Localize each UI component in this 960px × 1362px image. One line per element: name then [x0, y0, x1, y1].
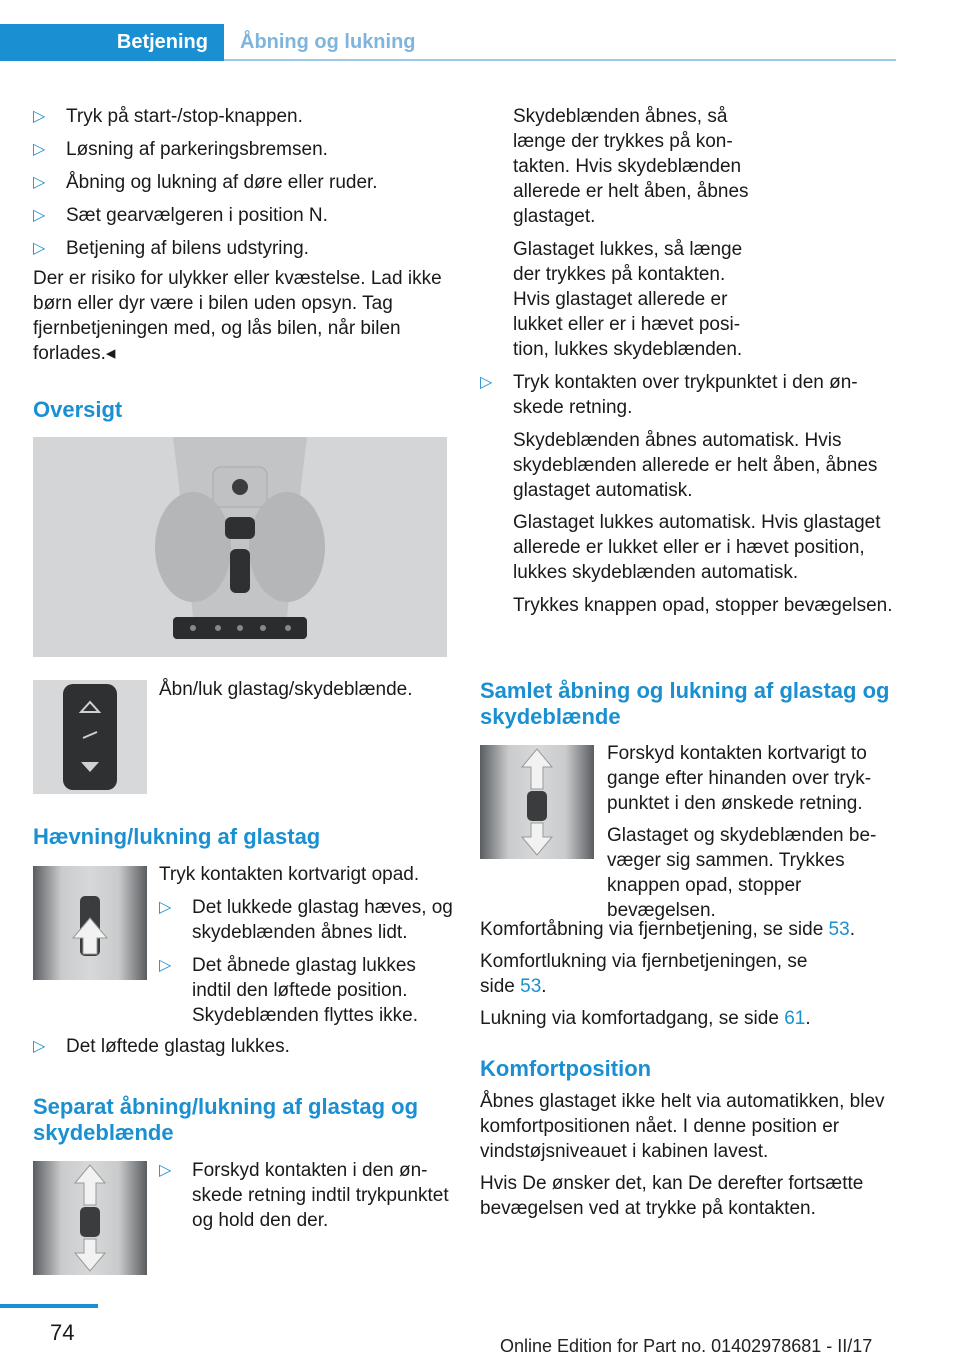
- list-item: ▷ Det åbnede glastag lukkes indtil den løftede position. Skydeblænden flyttes ikke.: [159, 955, 419, 1026]
- separat-photo: [33, 1161, 147, 1275]
- list-item: ▷ Åbning og lukning af døre eller ruder.: [33, 172, 378, 193]
- list-item: ▷ Tryk på start-/stop-knappen.: [33, 106, 303, 127]
- right-paragraph-1: Skydeblænden åbnes, så længe der trykkes på kontakten. Hvis skydeblænden allerede er helt åben, åbnes glastaget.: [513, 106, 749, 227]
- heading-komfortposition: Komfortposition: [480, 1056, 652, 1081]
- page-link[interactable]: 53: [828, 919, 850, 940]
- triangle-bullet-icon: ▷: [33, 207, 46, 224]
- right-paragraph-3: Skydeblænden åbnes automatisk. Hvis skydeblænden allerede er helt åben, åbnes glastaget automatisk.: [513, 430, 878, 501]
- roof-console-illustration: [33, 437, 447, 657]
- list-item: ▷ Forskyd kontakten i den ønskede retning indtil trykpunktet og hold den der.: [159, 1160, 449, 1231]
- warning-text: Der er risiko for ulykker eller kvæstelse. Lad ikke børn eller dyr være i bilen uden opsyn. Tag fjernbetjeningen med, og lås bilen, når bilen forlades.◂: [33, 268, 442, 364]
- triangle-bullet-icon: ▷: [33, 141, 46, 158]
- samlet-paragraph-2a: Glastaget og skydeblænden bevæger sig sammen. Trykkes knappen opad, stopper bevægelsen.: [607, 825, 877, 921]
- komfort-line-1: Komfortåbning via fjernbetjening, se side 53.: [480, 919, 855, 940]
- list-item: ▷ Det lukkede glastag hæves, og skydeblænden åbnes lidt.: [159, 897, 453, 943]
- page-number: 74: [50, 1320, 75, 1345]
- left-bullets-1: [33, 104, 453, 269]
- haevning-photo: [33, 866, 147, 980]
- right-bullet: [480, 370, 900, 428]
- separat-bullets: [159, 1158, 449, 1241]
- samlet-paragraph-1: Forskyd kontakten kortvarigt to gange efter hinanden over trykpunktet i den ønskede retning.: [607, 743, 872, 814]
- haevning-intro: Tryk kontakten kortvarigt opad.: [159, 864, 420, 885]
- heading-separat: Separat åbning/lukning af glastag og skydeblænde: [33, 1094, 419, 1145]
- header-divider: [224, 59, 896, 61]
- right-paragraph-5: Trykkes knappen opad, stopper bevægelsen.: [513, 595, 893, 616]
- list-item: ▷ Løsning af parkeringsbremsen.: [33, 139, 328, 160]
- edition-text: Online Edition for Part no. 01402978681 - II/17: [500, 1336, 873, 1356]
- heading-oversigt: Oversigt: [33, 397, 123, 422]
- header-tab-section: Åbning og lukning: [240, 31, 416, 53]
- page-link[interactable]: 53: [520, 976, 542, 997]
- list-item: ▷ Sæt gearvælgeren i position N.: [33, 205, 328, 226]
- page-link[interactable]: 61: [784, 1008, 806, 1029]
- heading-samlet: Samlet åbning og lukning af glastag og skydeblænde: [480, 678, 890, 729]
- right-paragraph-4: Glastaget lukkes automatisk. Hvis glastaget allerede er lukket eller er i hævet position, lukkes skydeblænden automatisk.: [513, 512, 881, 583]
- haevning-last-bullet: [33, 1034, 453, 1067]
- footer-accent-line: [0, 1304, 98, 1308]
- triangle-bullet-icon: ▷: [33, 1038, 46, 1055]
- switch-photo: [33, 680, 147, 794]
- list-item: ▷ Det løftede glastag lukkes.: [33, 1036, 290, 1057]
- komfortposition-paragraph-1: Åbnes glastaget ikke helt via automatikken, blev komfortpositionen nået. I denne position er vindstøjsniveauet i kabinen lavest.: [480, 1091, 885, 1162]
- triangle-bullet-icon: ▷: [159, 899, 172, 916]
- list-item: ▷ Tryk kontakten over trykpunktet i den ønskede retning.: [480, 372, 858, 418]
- triangle-bullet-icon: ▷: [33, 174, 46, 191]
- switch-caption: Åbn/luk glastag/skydeblænde.: [159, 679, 413, 700]
- triangle-bullet-icon: ▷: [159, 1162, 172, 1179]
- komfort-line-3: Lukning via komfortadgang, se side 61.: [480, 1008, 811, 1029]
- overview-photo: [33, 437, 447, 657]
- triangle-bullet-icon: ▷: [33, 108, 46, 125]
- triangle-bullet-icon: ▷: [159, 957, 172, 974]
- heading-haevning: Hævning/lukning af glastag: [33, 824, 321, 849]
- komfort-line-2: Komfortlukning via fjernbetjeningen, se side 53.: [480, 951, 808, 997]
- list-item: ▷ Betjening af bilens udstyring.: [33, 238, 309, 259]
- samlet-photo: [480, 745, 594, 859]
- haevning-bullets: [159, 895, 459, 1036]
- header-tab-betjening: Betjening: [0, 24, 224, 61]
- right-paragraph-2: Glastaget lukkes, så længe der trykkes på kontakten. Hvis glastaget allerede er lukket eller er i hævet position, lukkes skydeblænden.: [513, 239, 743, 360]
- triangle-bullet-icon: ▷: [33, 240, 46, 257]
- triangle-bullet-icon: ▷: [480, 374, 493, 391]
- komfortposition-paragraph-2: Hvis De ønsker det, kan De derefter fortsætte bevægelsen ved at trykke på kontakten.: [480, 1173, 864, 1219]
